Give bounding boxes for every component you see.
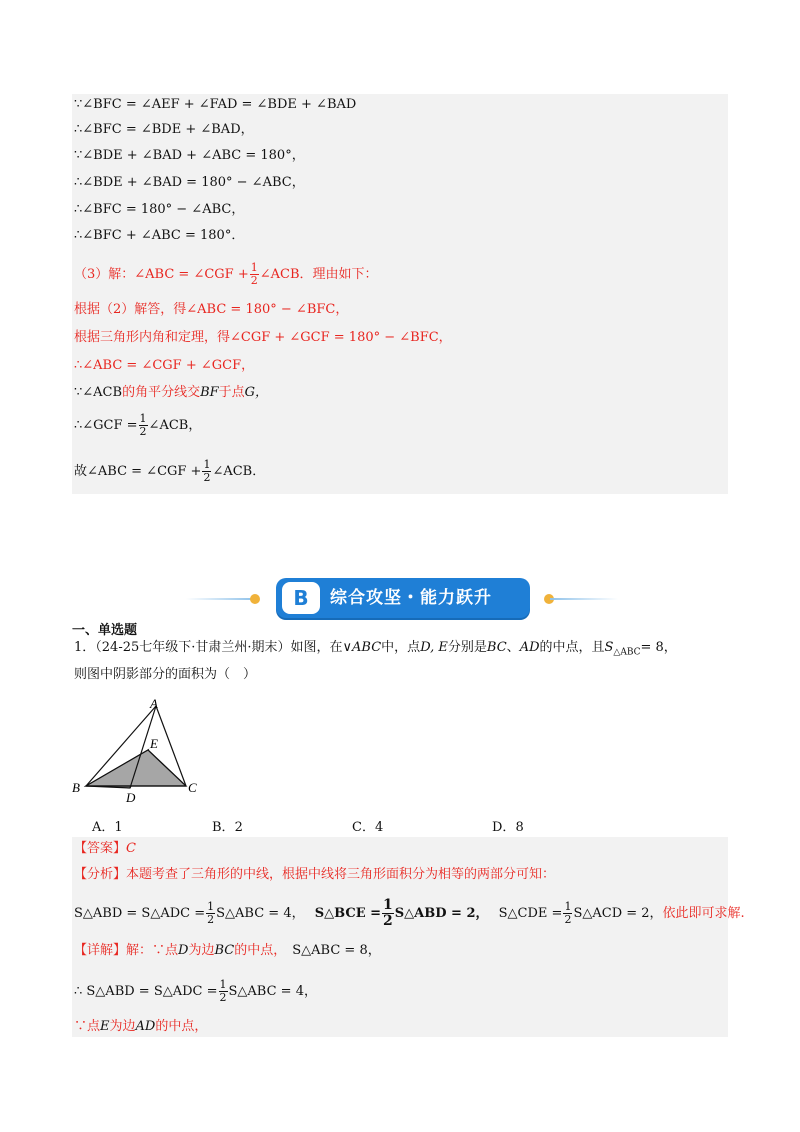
option-c[interactable]: C．4	[352, 820, 384, 835]
fraction-half: $\frac{1}{2}$	[219, 978, 227, 1004]
question-line-2: 则图中阴影部分的面积为（ ）	[74, 667, 257, 682]
analysis-formulas: S△ABD = S△ADC = $\frac{1}{2}$ S△ABC = 4， S△BCE = $\frac{1}{2}$ S△ABD = 2， S△CDE = $\frac{1}{2}$ S△ACD = 2，依此即可求解.	[74, 897, 745, 929]
triangle-figure	[68, 694, 218, 806]
label-a: A	[150, 696, 158, 711]
proof-line-10: ∴∠ABC = ∠CGF + ∠GCF，	[74, 358, 255, 373]
banner-letter-badge: B	[282, 582, 320, 614]
detail-line-3: ∵点E为边AD的中点，	[74, 1019, 208, 1034]
option-b[interactable]: B．2	[212, 820, 243, 835]
proof-line-11: ∵∠ACB的角平分线交BF于点G，	[74, 385, 269, 400]
proof-conclusion: 故∠ABC = ∠CGF + $\frac{1}{2}$ ∠ACB．	[74, 458, 266, 484]
fraction-half: $\frac{1}{2}$	[564, 900, 572, 926]
proof-line-8: 根据（2）解答，得∠ABC = 180° − ∠BFC，	[74, 302, 349, 317]
label-e: E	[150, 736, 158, 751]
detail-line-1: 【详解】解：∵点D为边BC的中点， S△ABC = 8，	[74, 943, 381, 958]
fraction-half: $\frac{1}{2}$	[203, 458, 211, 484]
option-d[interactable]: D．8	[492, 820, 524, 835]
detail-line-2: ∴ S△ABD = S△ADC = $\frac{1}{2}$ S△ABC = 4，	[74, 978, 317, 1004]
fraction-half: $\frac{1}{2}$	[207, 900, 215, 926]
question-line-1: 1．（24-25七年级下·甘肃兰州·期末）如图，在∨ABC中，点D, E分别是BC、AD的中点，且$S_{\triangle ABC}= 8$，	[74, 640, 677, 658]
label-c: C	[188, 780, 197, 795]
proof-line-3: ∵∠BDE + ∠BAD + ∠ABC = 180°，	[74, 148, 305, 163]
section-heading: 一、单选题	[72, 623, 138, 638]
proof-line-12: ∴∠GCF = $\frac{1}{2}$ ∠ACB，	[74, 412, 202, 438]
answer-tag: 【答案】	[74, 841, 127, 856]
proof-line-4: ∴∠BDE + ∠BAD = 180° − ∠ABC，	[74, 175, 305, 190]
proof-line-5: ∴∠BFC = 180° − ∠ABC，	[74, 202, 245, 217]
option-a[interactable]: A．1	[92, 820, 123, 835]
banner-left-dot	[250, 594, 260, 604]
proof-line-9: 根据三角形内角和定理，得∠CGF + ∠GCF = 180° − ∠BFC，	[74, 330, 452, 345]
banner-title: 综合攻坚・能力跃升	[330, 588, 492, 608]
label-d: D	[126, 790, 136, 805]
section-banner	[276, 578, 530, 618]
proof-line-1: ∵∠BFC = ∠AEF + ∠FAD = ∠BDE + ∠BAD	[74, 97, 357, 112]
fraction-half: $\frac{1}{2}$	[383, 897, 393, 929]
banner-right-line	[550, 598, 618, 600]
fraction-half: $\frac{1}{2}$	[139, 412, 147, 438]
analysis-tag: 【分析】	[74, 867, 127, 882]
detail-tag: 【详解】	[74, 943, 127, 958]
proof-line-2: ∴∠BFC = ∠BDE + ∠BAD，	[74, 122, 254, 137]
banner-left-line	[186, 598, 254, 600]
answer-value: C	[126, 841, 136, 856]
part3-reason: ∠ACB．理由如下：	[259, 267, 378, 282]
answer-line	[74, 840, 136, 858]
part3-label: （3）解：∠ABC = ∠CGF +	[74, 267, 249, 282]
proof-line-6: ∴∠BFC + ∠ABC = 180°．	[74, 228, 245, 243]
fraction-half: $\frac{1}{2}$	[250, 261, 258, 287]
proof-part3-statement	[74, 262, 378, 287]
label-b: B	[72, 780, 80, 795]
analysis-line: 【分析】本题考查了三角形的中线，根据中线将三角形面积分为相等的两部分可知：	[74, 867, 556, 882]
